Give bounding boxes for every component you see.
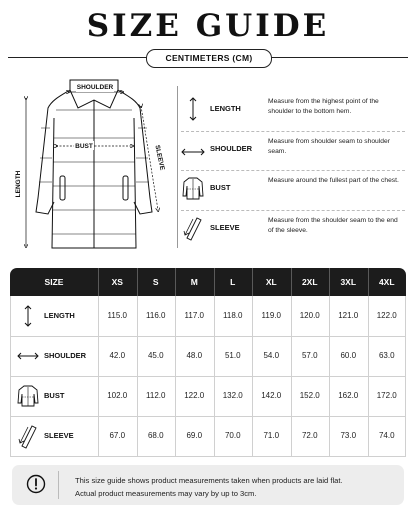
table-cell: 71.0 [263,431,280,440]
table-cell: 162.0 [338,391,359,400]
size-header-s: S [152,277,159,287]
sleeve-label: SLEEVE [153,144,166,171]
measurement-name: LENGTH [210,104,241,113]
size-header-2xl: 2XL [301,277,318,287]
table-cell: 63.0 [378,351,395,360]
row-label: SLEEVE [44,431,74,440]
size-header-m: M [190,277,198,287]
divider [405,296,406,456]
sleeve-arrow-icon [15,423,41,449]
info-note [12,465,404,505]
table-cell: 74.0 [378,431,395,440]
measurement-shoulder [180,131,406,169]
size-header-3xl: 3XL [340,277,357,287]
divider [252,268,253,296]
shoulder-arrow-icon [15,343,41,369]
table-cell: 120.0 [299,311,320,320]
table-row-sleeve [10,416,406,457]
table-cell: 172.0 [376,391,397,400]
table-row-bust [10,376,406,417]
table-cell: 60.0 [340,351,357,360]
size-header-4xl: 4XL [378,277,395,287]
note-line: This size guide shows product measurements taken when products are laid flat. [75,476,343,485]
divider [137,296,138,456]
table-cell: 73.0 [340,431,357,440]
table-header [10,268,406,296]
measurement-name: SLEEVE [210,223,240,232]
bust-jacket-icon [15,383,41,409]
length-arrow-icon [15,303,41,329]
table-cell: 122.0 [376,311,397,320]
divider [98,296,99,456]
table-cell: 70.0 [224,431,241,440]
divider [329,296,330,456]
divider [214,268,215,296]
table-cell: 118.0 [223,311,243,320]
divider [98,268,99,296]
table-cell: 115.0 [107,311,127,320]
divider [58,471,59,499]
size-column-header: SIZE [44,277,64,287]
measurement-description: Measure around the fullest part of the chest. [268,177,399,184]
table-cell: 69.0 [186,431,203,440]
divider [252,296,253,456]
divider [329,268,330,296]
measurement-length [180,91,406,129]
row-label: SHOULDER [44,351,87,360]
table-cell: 122.0 [184,391,205,400]
bust-label: BUST [75,143,93,150]
table-cell: 152.0 [299,391,320,400]
sleeve-arrow-icon [180,214,206,242]
measurement-description: Measure from the highest point of the shoulder to the bottom hem. [268,98,379,115]
table-cell: 119.0 [261,311,281,320]
table-cell: 102.0 [107,391,128,400]
size-header-l: L [230,277,236,287]
row-label: BUST [44,391,65,400]
note-line: Actual product measurements may vary by up to 3cm. [75,489,257,498]
measurement-sleeve [180,210,406,248]
length-arrow-icon [180,95,206,123]
measurement-name: BUST [210,183,231,192]
bust-jacket-icon [180,174,206,202]
shoulder-arrow-icon [180,135,206,163]
measurement-description: Measure from the shoulder seam to the end of the sleeve. [268,217,398,234]
row-label: LENGTH [44,311,75,320]
size-header-xs: XS [111,277,123,287]
page-title: SIZE GUIDE [86,8,330,44]
table-cell: 132.0 [222,391,243,400]
length-label: LENGTH [15,170,22,198]
diagram-divider [177,86,178,248]
table-cell: 51.0 [224,351,241,360]
divider [175,296,176,456]
measurement-name: SHOULDER [210,144,253,153]
table-row-length [10,296,406,337]
measurement-bust [180,170,406,208]
divider [291,296,292,456]
divider [137,268,138,296]
table-cell: 121.0 [338,311,359,320]
table-cell: 72.0 [301,431,318,440]
divider [291,268,292,296]
divider [368,296,369,456]
divider [214,296,215,456]
info-exclamation-icon [26,474,46,494]
table-cell: 68.0 [147,431,164,440]
table-cell: 42.0 [109,351,126,360]
table-cell: 48.0 [186,351,203,360]
divider [10,296,11,456]
table-cell: 117.0 [184,311,204,320]
table-row-shoulder [10,336,406,377]
unit-badge: CENTIMETERS (CM) [146,49,272,68]
shoulder-label: SHOULDER [76,84,114,91]
table-cell: 112.0 [146,391,166,400]
table-cell: 67.0 [109,431,126,440]
table-cell: 57.0 [301,351,318,360]
table-cell: 116.0 [146,311,166,320]
divider [175,268,176,296]
size-header-xl: XL [265,277,277,287]
table-cell: 54.0 [263,351,280,360]
table-cell: 142.0 [261,391,282,400]
divider [368,268,369,296]
note-text [75,474,395,500]
coat-diagram [8,78,178,254]
table-cell: 45.0 [147,351,164,360]
measurement-description: Measure from shoulder seam to shoulder seam. [268,138,390,155]
